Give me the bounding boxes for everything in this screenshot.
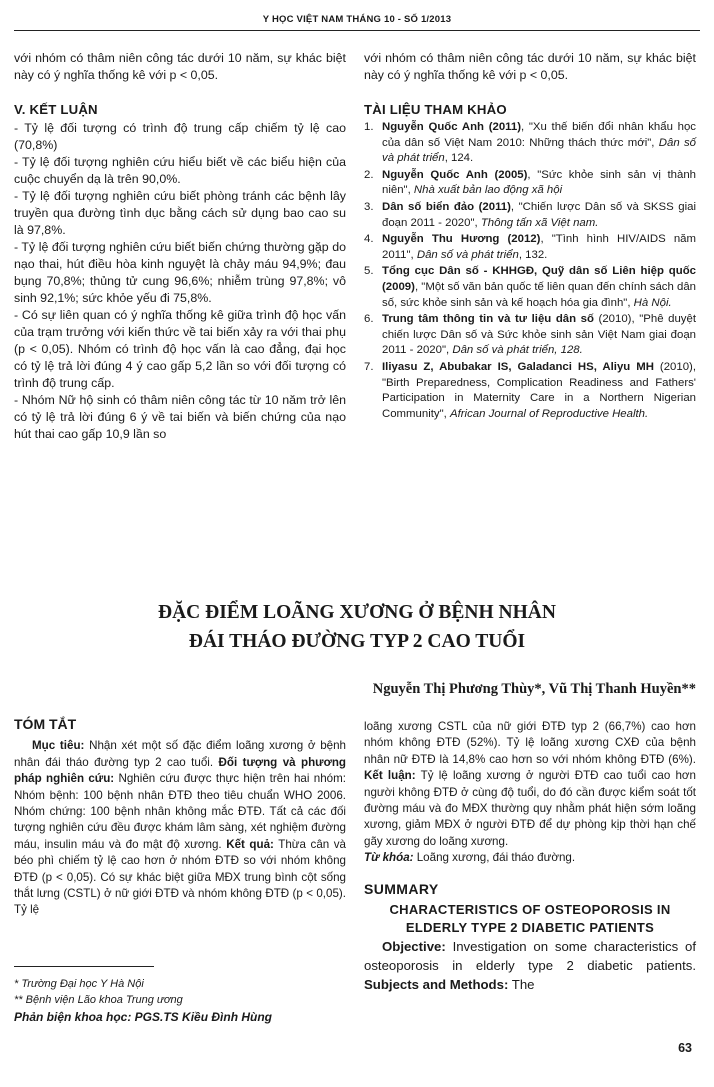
reference-text <box>382 200 696 231</box>
methods-text: Nghiên cứu được thực hiện trên hai nhóm: Nhóm bệnh: 100 bệnh nhân ĐTĐ theo tiêu chuẩn WHO 2006. Nhóm chứng: 100 bệnh nhân không mắc ĐTĐ. Tất cả các đối tượng nghiên cứu đều được khám lâm sàng, xét nghiệm đường máu, insulin máu và đo mật độ xương. <box>14 772 346 851</box>
conclusion-point: - Tỷ lệ đối tượng nghiên cứu hiểu biết về các biểu hiện của cuộc chuyển dạ là trên 90,0%. <box>14 155 346 186</box>
footnote-affiliation-2: ** Bệnh viện Lão khoa Trung ương <box>14 994 183 1006</box>
conclusion-point: - Tỷ lệ đối tượng nghiên cứu biết biến chứng thường gặp do nạo thai, hút điều hòa kinh nguyệt là chảy máu 94,9%; đau bụng 70,8%; thủng tử cung 96,6%; nhiễm trùng 97,8%; vô sinh 92,1%; sức khỏe yếu đi 75,8%. <box>14 240 346 305</box>
reference-item <box>364 312 696 359</box>
reference-list <box>364 120 696 422</box>
reference-item <box>364 360 696 422</box>
objective-label: Mục tiêu: <box>32 739 85 753</box>
abstract-heading: TÓM TẮT <box>14 716 77 732</box>
references-heading: TÀI LIỆU THAM KHẢO <box>364 102 507 117</box>
reference-author: Dân số biển đảo (2011) <box>382 200 511 213</box>
reference-text <box>382 120 696 167</box>
keywords-text: Loãng xương, đái tháo đường. <box>413 851 576 865</box>
reference-source: Thông tấn xã Việt nam. <box>480 216 599 229</box>
reference-text <box>382 232 696 263</box>
reference-tail: , 132. <box>518 248 548 261</box>
objective-text: Nhận xét một số đặc điểm loãng xương ở bệnh nhân đái tháo đường typ 2 cao tuổi. <box>14 739 346 769</box>
conclusion-point: - Có sự liên quan có ý nghĩa thống kê giữa trình độ học vấn của trạm trưởng với kiến thức về tai biến xảy ra với thai phụ (p < 0,05). Nhóm có trình độ học vấn là cao đẳng, đại học có tỷ lệ trả lời đúng 4 ý cao gấp 5,2 lần so với đối tượng có trình độ trung cấp. <box>14 308 346 390</box>
reference-body: , "Chiến lược Dân số và SKSS giai đoạn 2011 - 2020", <box>382 200 696 229</box>
reference-text <box>382 264 696 311</box>
reference-author: Iliyasu Z, Abubakar IS, Galadanci HS, Aliyu MH <box>382 360 654 373</box>
reference-item <box>364 232 696 263</box>
keywords-label: Từ khóa: <box>364 851 414 865</box>
page-number: 63 <box>678 1041 692 1055</box>
reference-source: Dân số và phát triển, 128. <box>452 344 583 357</box>
summary-heading: SUMMARY <box>364 880 439 897</box>
reference-author: Trung tâm thông tin và tư liệu dân số <box>382 313 594 326</box>
summary-body <box>364 937 696 994</box>
footnote-affiliation-1: * Trường Đại học Y Hà Nội <box>14 978 144 990</box>
left-column <box>14 50 346 443</box>
methods-label: Đối tượng và phương pháp nghiên cứu: <box>14 755 346 786</box>
reference-source: African Journal of Reproductive Health. <box>449 407 649 420</box>
reference-text <box>382 312 696 359</box>
header-rule <box>14 30 700 31</box>
reference-author: Nguyễn Quốc Anh (2011) <box>382 121 521 133</box>
reference-tail: , 124. <box>444 152 474 165</box>
reference-source: Nhà xuất bản lao động xã hội <box>413 184 563 197</box>
article-authors: Nguyễn Thị Phương Thùy*, Vũ Thị Thanh Huyền** <box>372 681 696 697</box>
reference-body: , "Sức khỏe sinh sản vị thành niên", <box>382 168 696 197</box>
conclusion-point: - Nhóm Nữ hộ sinh có thâm niên công tác từ 10 năm trở lên có tỷ lệ trả lời đúng 6 ý về tai biến và biến chứng của nạo hút thai cao gấp 10,9 lần so <box>14 393 346 441</box>
reference-source: Dân số và phát triển <box>416 248 519 261</box>
reference-text <box>382 168 696 199</box>
article-title-line1: ĐẶC ĐIỂM LOÃNG XƯƠNG Ở BỆNH NHÂN <box>158 602 556 623</box>
summary-objective-text: Investigation on some characteristics of osteoporosis in elderly type 2 diabetic patients. <box>364 939 696 974</box>
results-label: Kết quả: <box>226 837 274 851</box>
footnote-reviewer: Phản biện khoa học: PGS.TS Kiều Đình Hùng <box>14 1010 273 1024</box>
reference-source: Dân số và phát triển <box>382 136 697 165</box>
summary-methods-text: The <box>508 977 535 993</box>
reference-body: (2010), "Phê duyệt chiến lược Dân số và Sức khỏe sinh sản Việt Nam giai đoạn 2011 - 2020", <box>382 313 696 357</box>
right-column <box>364 50 696 423</box>
results-text: Thừa cân và béo phì chiếm tỷ lệ cao hơn ở nhóm ĐTĐ so với nhóm không ĐTĐ (p < 0,05). Có sự khác biệt giữa MĐX trung bình cột sống thắt lưng (CSTL) ở nữ giới ĐTĐ và nhóm không ĐTĐ (p < 0,05). Tỷ lệ <box>14 837 347 917</box>
summary-methods-label: Subjects and Methods: <box>364 977 509 993</box>
abstract-body <box>14 738 346 918</box>
abstract-right <box>364 719 696 994</box>
reference-item <box>364 168 696 199</box>
conclusion-text: Tỷ lệ loãng xương ở người ĐTĐ cao tuổi cao hơn người không ĐTĐ ở cùng độ tuổi, do đó cần được kiểm soát tốt đường máu và đo MĐX thường quy nhằm phát hiện sớm loãng xương, giảm MĐX ở người ĐTĐ để dự phòng kịp thời hạn chế gãy xương do loãng xương. <box>364 769 696 848</box>
reference-author: Tổng cục Dân số - KHHGĐ, Quỹ dân số Liên hiệp quốc (2009) <box>382 265 696 293</box>
reference-item <box>364 120 696 167</box>
reference-body: , "Tình hình HIV/AIDS năm 2011", <box>382 233 696 261</box>
reference-number: 1. <box>364 121 374 133</box>
summary-title-line1: CHARACTERISTICS OF OSTEOPOROSIS IN <box>389 902 671 918</box>
reference-number: 4. <box>364 233 374 246</box>
reference-number: 6. <box>364 313 374 326</box>
article-title-line2: ĐÁI THÁO ĐƯỜNG TYP 2 CAO TUỔI <box>188 631 526 652</box>
reference-number: 2. <box>364 168 374 181</box>
conclusion-label: Kết luận: <box>364 769 416 783</box>
conclusion-point: - Tỷ lệ đối tượng nghiên cứu biết phòng tránh các bệnh lây truyền qua đường tình dục bằng cách sử dụng bao cao su là 97,8%. <box>14 189 346 237</box>
footnote-rule <box>14 966 154 967</box>
journal-header: Y HỌC VIỆT NAM THÁNG 10 - SỐ 1/2013 <box>262 14 452 25</box>
right-intro: với nhóm có thâm niên công tác dưới 10 năm, sự khác biệt này có ý nghĩa thống kê với p < 0,05. <box>364 51 696 82</box>
left-intro: với nhóm có thâm niên công tác dưới 10 năm, sự khác biệt này có ý nghĩa thống kê với p < 0,05. <box>14 51 346 82</box>
conclusion-heading: V. KẾT LUẬN <box>14 102 98 117</box>
reference-item <box>364 200 696 231</box>
reference-body: , "Xu thế biến đổi nhân khẩu học của dân số Việt Nam 2010: Những thách thức mới", <box>382 121 696 149</box>
reference-body: , "Một số văn bản quốc tế liên quan đến chính sách dân số, sức khỏe sinh sản và kế hoạch hóa gia đình", <box>382 280 696 309</box>
reference-body: (2010), "Birth Preparedness, Complication Readiness and Fathers' Participation in Maternity Care in a Northern Nigerian Community", <box>382 360 696 420</box>
abstract-body-cont <box>364 719 696 850</box>
reference-number: 7. <box>364 360 374 373</box>
summary-title-line2: ELDERLY TYPE 2 DIABETIC PATIENTS <box>405 920 655 936</box>
reference-source: Hà Nội. <box>633 296 672 309</box>
reference-author: Nguyễn Quốc Anh (2005) <box>382 168 528 181</box>
results-cont: loãng xương CSTL của nữ giới ĐTĐ typ 2 (66,7%) cao hơn nhóm không ĐTĐ (52%). Tỷ lệ loãng xương CXĐ của bệnh nhân nữ ĐTĐ là 14,8% cao hơn so với nhóm không ĐTĐ (6%). <box>364 720 696 766</box>
reference-number: 3. <box>364 200 374 213</box>
keywords <box>364 850 696 866</box>
abstract-left <box>14 716 346 919</box>
reference-item <box>364 264 696 311</box>
reference-author: Nguyễn Thu Hương (2012) <box>382 233 541 246</box>
reference-text <box>382 360 696 422</box>
summary-objective-label: Objective: <box>382 939 446 955</box>
reference-number: 5. <box>364 265 374 278</box>
conclusion-point: - Tỷ lệ đối tượng có trình độ trung cấp chiếm tỷ lệ cao (70,8%) <box>14 121 346 152</box>
